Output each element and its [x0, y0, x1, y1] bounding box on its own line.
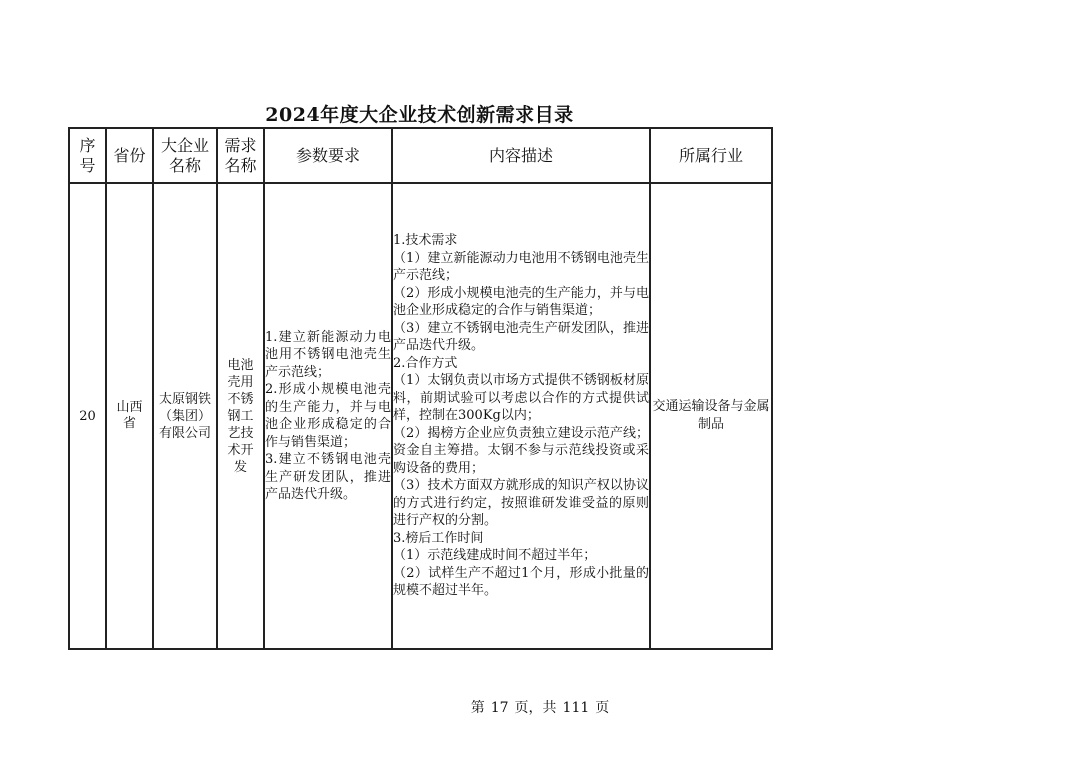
desc-line: （2）揭榜方企业应负责独立建设示范产线；资金自主筹措。太钢不参与示范线投资或采购设备的费用； — [393, 425, 649, 476]
table-row — [69, 183, 772, 649]
footer-prefix: 第 — [470, 700, 485, 716]
desc-line: （2）试样生产不超过1个月，形成小批量的规模不超过半年。 — [393, 565, 649, 599]
row-seq: 20 — [69, 183, 106, 649]
desc-line: （1）太钢负责以市场方式提供不锈钢板材原料，前期试验可以考虑以合作的方式提供试样，控制在300Kg以内； — [393, 373, 649, 424]
header-need-name: 需求名称 — [217, 128, 264, 183]
footer-mid: 页，共 — [514, 700, 557, 716]
row-company: 太原钢铁（集团）有限公司 — [153, 183, 217, 649]
desc-line: 2.合作方式 — [393, 355, 458, 371]
params-line: 2.形成小规模电池壳的生产能力，并与电池企业形成稳定的合作与销售渠道； — [265, 382, 391, 450]
header-industry: 所属行业 — [650, 128, 772, 183]
header-company: 大企业名称 — [153, 128, 217, 183]
desc-line: 3.榜后工作时间 — [393, 530, 484, 546]
desc-line: （1）建立新能源动力电池用不锈钢电池壳生产示范线； — [393, 250, 649, 284]
footer-suffix: 页 — [595, 700, 610, 716]
params-line: 1.建立新能源动力电池用不锈钢电池壳生产示范线； — [265, 329, 391, 380]
page-title: 2024年度大企业技术创新需求目录 — [265, 104, 574, 126]
desc-line: （2）形成小规模电池壳的生产能力，并与电池企业形成稳定的合作与销售渠道； — [393, 285, 649, 319]
row-params — [264, 183, 392, 649]
desc-line: （1）示范线建成时间不超过半年； — [393, 548, 597, 564]
table-header-row — [69, 128, 772, 183]
header-description: 内容描述 — [392, 128, 650, 183]
footer-page-number: 17 — [490, 700, 509, 716]
demand-table — [68, 127, 773, 650]
row-industry: 交通运输设备与金属制品 — [650, 183, 772, 649]
desc-line: 1.技术需求 — [393, 233, 458, 249]
row-province: 山西省 — [106, 183, 153, 649]
params-line: 3.建立不锈钢电池壳生产研发团队，推进产品迭代升级。 — [265, 452, 391, 502]
header-seq: 序号 — [69, 128, 106, 183]
header-province: 省份 — [106, 128, 153, 183]
page-footer — [68, 697, 1012, 717]
row-description — [392, 183, 650, 649]
desc-line: （3）技术方面双方就形成的知识产权以协议的方式进行约定，按照谁研发谁受益的原则进行产权的分割。 — [393, 478, 649, 529]
desc-line: （3）建立不锈钢电池壳生产研发团队，推进产品迭代升级。 — [393, 320, 649, 354]
header-params: 参数要求 — [264, 128, 392, 183]
row-need-name: 电池壳用不锈钢工艺技术开发 — [217, 183, 264, 649]
footer-total-pages: 111 — [562, 700, 590, 716]
